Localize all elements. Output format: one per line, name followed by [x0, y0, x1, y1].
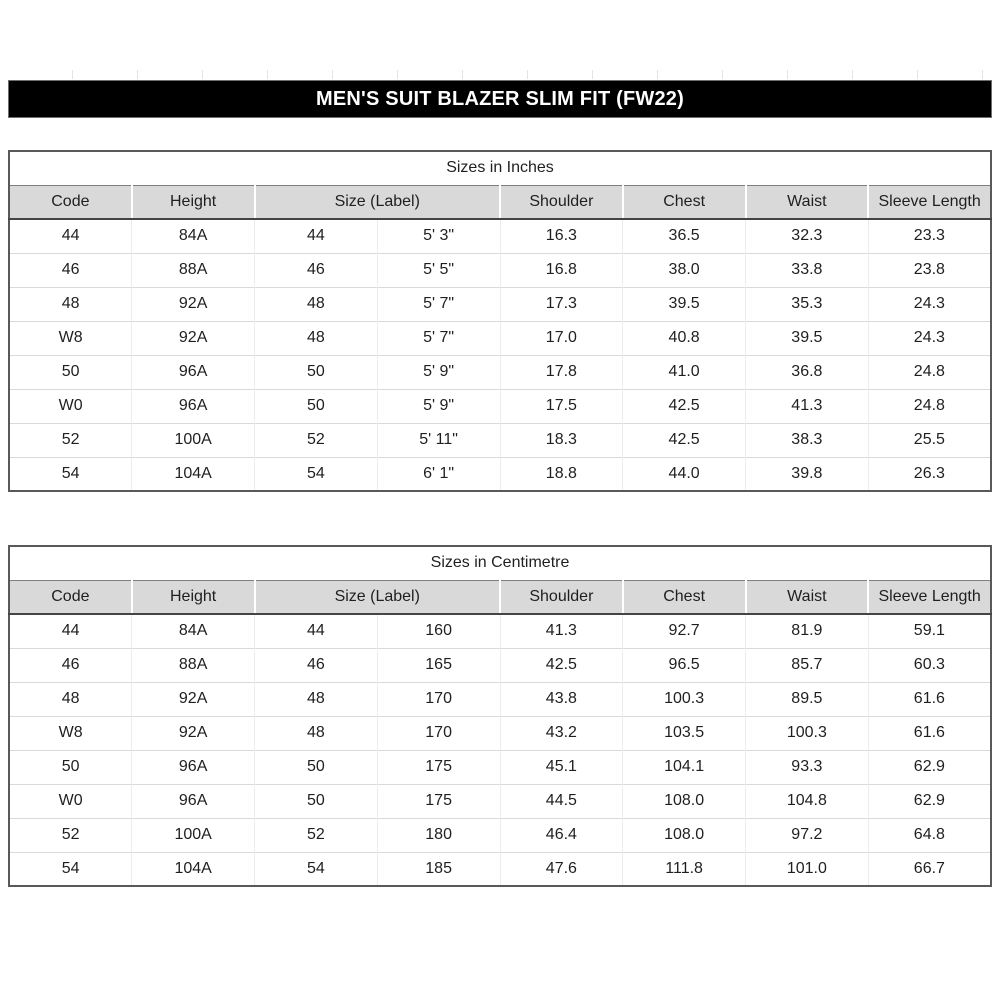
table-cell: 170	[377, 716, 500, 750]
table-cell: 52	[255, 818, 378, 852]
column-header-chest: Chest	[623, 580, 746, 614]
table-cell: 48	[255, 321, 378, 355]
table-cell: 81.9	[746, 614, 869, 648]
table-cell: 93.3	[746, 750, 869, 784]
table-cell: 59.1	[868, 614, 991, 648]
table-cell: 92A	[132, 716, 255, 750]
table-cell: 5' 9"	[377, 389, 500, 423]
column-header-sleeve-length: Sleeve Length	[868, 185, 991, 219]
table-cell: 25.5	[868, 423, 991, 457]
table-cell: 61.6	[868, 682, 991, 716]
table-cell: 160	[377, 614, 500, 648]
table-cell: 36.8	[746, 355, 869, 389]
table-cell: 47.6	[500, 852, 623, 886]
table-cell: 36.5	[623, 219, 746, 253]
table-row	[9, 355, 991, 389]
table-cell: 44.5	[500, 784, 623, 818]
table-row	[9, 614, 991, 648]
table-cell: 175	[377, 784, 500, 818]
table-cell: 66.7	[868, 852, 991, 886]
table-cell: 46	[9, 253, 132, 287]
table-cell: 88A	[132, 253, 255, 287]
table-cell: 44	[9, 614, 132, 648]
table-cell: 38.3	[746, 423, 869, 457]
column-header-height: Height	[132, 185, 255, 219]
table-cell: 44	[9, 219, 132, 253]
table-cell: 23.3	[868, 219, 991, 253]
table-cell: 62.9	[868, 784, 991, 818]
table-cell: W0	[9, 784, 132, 818]
table-cell: 61.6	[868, 716, 991, 750]
table-title-row	[9, 151, 991, 185]
column-header-sleeve-length: Sleeve Length	[868, 580, 991, 614]
sizes-in-centimetre-table	[8, 545, 992, 887]
table-title: Sizes in Centimetre	[9, 546, 991, 580]
table-cell: 35.3	[746, 287, 869, 321]
table-cell: 62.9	[868, 750, 991, 784]
table-cell: 54	[255, 457, 378, 491]
table-cell: 84A	[132, 219, 255, 253]
sizes-in-inches-table	[8, 150, 992, 492]
table-cell: 100.3	[746, 716, 869, 750]
table-row	[9, 321, 991, 355]
table-cell: 104.8	[746, 784, 869, 818]
table-cell: 92A	[132, 287, 255, 321]
table-cell: 16.8	[500, 253, 623, 287]
table-cell: 175	[377, 750, 500, 784]
table-cell: 46	[255, 648, 378, 682]
column-header-code: Code	[9, 185, 132, 219]
table-row	[9, 457, 991, 491]
table-cell: 41.0	[623, 355, 746, 389]
table-cell: 100A	[132, 818, 255, 852]
table-cell: 39.5	[746, 321, 869, 355]
table-cell: 5' 7"	[377, 321, 500, 355]
table-cell: 44	[255, 219, 378, 253]
table-cell: 111.8	[623, 852, 746, 886]
table-cell: 24.3	[868, 287, 991, 321]
table-cell: 44.0	[623, 457, 746, 491]
table-cell: 42.5	[623, 389, 746, 423]
table-cell: 41.3	[746, 389, 869, 423]
table-cell: 96.5	[623, 648, 746, 682]
table-cell: 89.5	[746, 682, 869, 716]
table-cell: 45.1	[500, 750, 623, 784]
table-cell: 43.2	[500, 716, 623, 750]
table-cell: 23.8	[868, 253, 991, 287]
sizes-in-centimetre-section	[8, 545, 992, 887]
table-cell: 92A	[132, 321, 255, 355]
table-cell: 42.5	[500, 648, 623, 682]
table-cell: 92A	[132, 682, 255, 716]
table-cell: 44	[255, 614, 378, 648]
table-cell: 38.0	[623, 253, 746, 287]
table-cell: 48	[9, 287, 132, 321]
table-cell: 50	[255, 750, 378, 784]
table-cell: 52	[9, 423, 132, 457]
table-cell: 17.0	[500, 321, 623, 355]
table-cell: 96A	[132, 355, 255, 389]
table-row	[9, 784, 991, 818]
column-header-shoulder: Shoulder	[500, 185, 623, 219]
table-cell: 42.5	[623, 423, 746, 457]
table-row	[9, 852, 991, 886]
column-header-shoulder: Shoulder	[500, 580, 623, 614]
table-cell: 39.5	[623, 287, 746, 321]
table-cell: 104A	[132, 852, 255, 886]
table-cell: 17.3	[500, 287, 623, 321]
table-cell: 40.8	[623, 321, 746, 355]
table-cell: 101.0	[746, 852, 869, 886]
spreadsheet-gridline-ticks	[8, 70, 992, 79]
sizes-in-inches-section	[8, 150, 992, 492]
table-cell: 18.8	[500, 457, 623, 491]
table-row	[9, 389, 991, 423]
column-header-row	[9, 185, 991, 219]
column-header-height: Height	[132, 580, 255, 614]
table-cell: 52	[255, 423, 378, 457]
table-cell: 52	[9, 818, 132, 852]
table-cell: 50	[255, 784, 378, 818]
table-cell: 50	[9, 355, 132, 389]
column-header-waist: Waist	[746, 185, 869, 219]
column-header-waist: Waist	[746, 580, 869, 614]
table-row	[9, 423, 991, 457]
table-cell: 48	[255, 682, 378, 716]
table-cell: 24.8	[868, 389, 991, 423]
table-cell: 32.3	[746, 219, 869, 253]
table-cell: 5' 9"	[377, 355, 500, 389]
table-cell: 24.3	[868, 321, 991, 355]
table-cell: 43.8	[500, 682, 623, 716]
table-cell: 64.8	[868, 818, 991, 852]
column-header-size-label: Size (Label)	[255, 580, 501, 614]
table-cell: 5' 3"	[377, 219, 500, 253]
table-cell: 46.4	[500, 818, 623, 852]
table-cell: 48	[255, 287, 378, 321]
table-row	[9, 287, 991, 321]
table-cell: 24.8	[868, 355, 991, 389]
table-cell: 33.8	[746, 253, 869, 287]
table-cell: 97.2	[746, 818, 869, 852]
table-cell: 104.1	[623, 750, 746, 784]
table-cell: 50	[9, 750, 132, 784]
column-header-size-label: Size (Label)	[255, 185, 501, 219]
table-row	[9, 750, 991, 784]
table-cell: 26.3	[868, 457, 991, 491]
table-cell: 16.3	[500, 219, 623, 253]
table-row	[9, 219, 991, 253]
column-header-chest: Chest	[623, 185, 746, 219]
centimetre-table-body	[9, 614, 991, 886]
table-cell: 84A	[132, 614, 255, 648]
table-cell: 50	[255, 355, 378, 389]
table-cell: 96A	[132, 389, 255, 423]
table-title: Sizes in Inches	[9, 151, 991, 185]
table-cell: W8	[9, 716, 132, 750]
table-cell: 48	[9, 682, 132, 716]
page-title-label: MEN'S SUIT BLAZER SLIM FIT (FW22)	[315, 87, 684, 110]
table-cell: 60.3	[868, 648, 991, 682]
table-cell: 41.3	[500, 614, 623, 648]
table-cell: W8	[9, 321, 132, 355]
table-cell: 5' 11"	[377, 423, 500, 457]
table-cell: 48	[255, 716, 378, 750]
table-cell: 85.7	[746, 648, 869, 682]
table-cell: 96A	[132, 750, 255, 784]
table-cell: 185	[377, 852, 500, 886]
table-cell: W0	[9, 389, 132, 423]
table-title-row	[9, 546, 991, 580]
table-cell: 170	[377, 682, 500, 716]
table-cell: 17.8	[500, 355, 623, 389]
table-cell: 108.0	[623, 784, 746, 818]
table-cell: 100A	[132, 423, 255, 457]
table-cell: 17.5	[500, 389, 623, 423]
table-cell: 108.0	[623, 818, 746, 852]
table-cell: 54	[255, 852, 378, 886]
table-cell: 39.8	[746, 457, 869, 491]
table-cell: 54	[9, 852, 132, 886]
table-row	[9, 818, 991, 852]
table-cell: 18.3	[500, 423, 623, 457]
table-cell: 96A	[132, 784, 255, 818]
table-cell: 180	[377, 818, 500, 852]
table-cell: 50	[255, 389, 378, 423]
inches-table-body	[9, 219, 991, 491]
table-cell: 54	[9, 457, 132, 491]
table-cell: 92.7	[623, 614, 746, 648]
column-header-code: Code	[9, 580, 132, 614]
table-cell: 88A	[132, 648, 255, 682]
table-cell: 46	[255, 253, 378, 287]
table-row	[9, 682, 991, 716]
table-cell: 5' 5"	[377, 253, 500, 287]
table-cell: 103.5	[623, 716, 746, 750]
page-title	[8, 80, 992, 118]
column-header-row	[9, 580, 991, 614]
table-row	[9, 648, 991, 682]
table-cell: 6' 1"	[377, 457, 500, 491]
table-row	[9, 253, 991, 287]
table-cell: 5' 7"	[377, 287, 500, 321]
table-cell: 104A	[132, 457, 255, 491]
table-row	[9, 716, 991, 750]
table-cell: 46	[9, 648, 132, 682]
table-cell: 100.3	[623, 682, 746, 716]
table-cell: 165	[377, 648, 500, 682]
